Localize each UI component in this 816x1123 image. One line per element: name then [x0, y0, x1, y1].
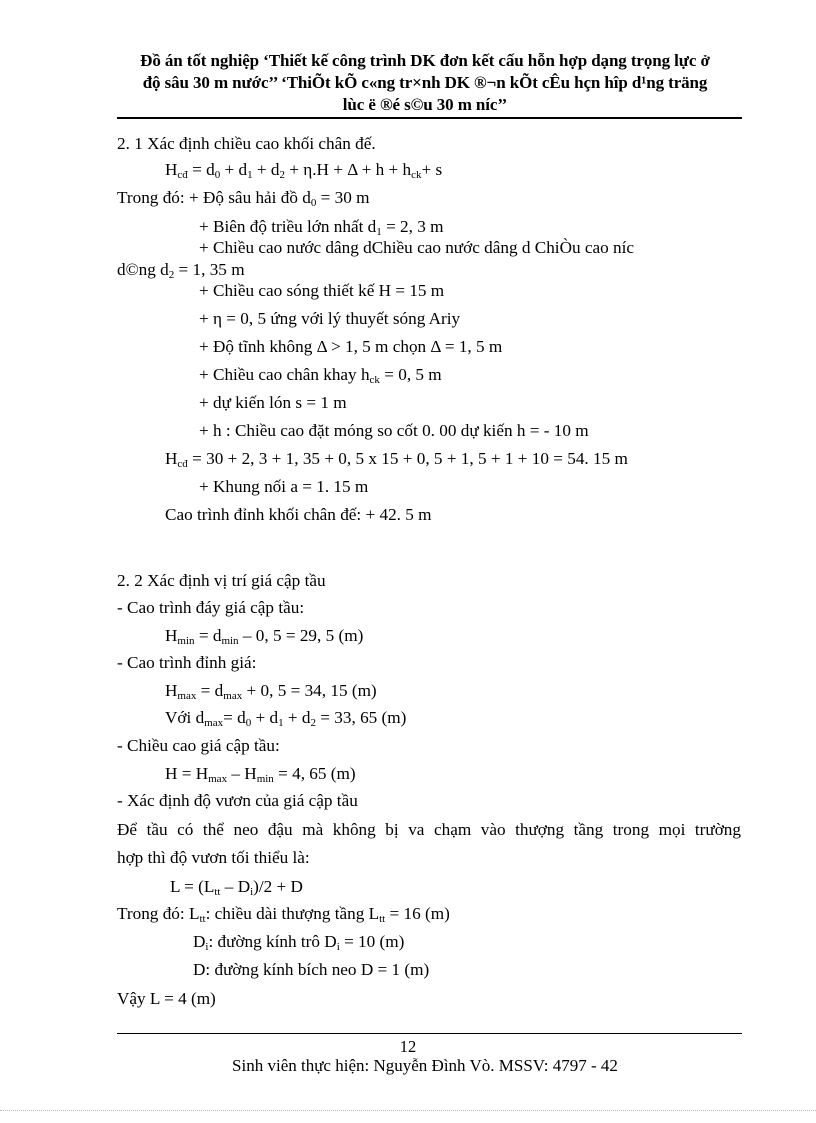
L-formula: $L = (L_{tt} - D_i)/2 + D$ — [170, 877, 303, 898]
nuoc-dang-value-line: d©ng $d_2 = 1$, 35 m — [117, 260, 245, 281]
tinh-khong-line: + Độ tĩnh không Δ > 1, 5 m chọn Δ = 1, 5 m — [199, 337, 503, 356]
cao-trinh-line: Cao trình đỉnh khối chân đế: + 42. 5 m — [165, 505, 432, 524]
header-line-1: Đồ án tốt nghiệp ‘Thiết kế công trình DK đơn kết cấu hỗn hợp dạng trọng lực ở — [140, 51, 710, 70]
trong-do-2-line: Trong đó: $L_{tt}$: chiều dài thượng tầng $L_{tt} = 16$ (m) — [117, 904, 450, 925]
eta-line: + η = 0, 5 ứng với lý thuyết sóng Ariy — [199, 309, 461, 328]
di-line: $D_i$: đường kính trô $D_i = 10$ (m) — [193, 932, 405, 953]
voi-line: Với $d_{max}= d_0 + d_1 + d_2 = 33$, 65 (m) — [165, 708, 407, 729]
day-gia-line: - Cao trình đáy giá cập tầu: — [117, 598, 305, 617]
header-line-3: lùc ë ®é s©u 30 m níc’’ — [342, 95, 508, 114]
vay-line: Vậy L = 4 (m) — [117, 989, 216, 1008]
bien-do-line: + Biên độ triều lớn nhất $d_1 = 2$, 3 m — [199, 217, 444, 238]
footer-student: Sinh viên thực hiện: Nguyễn Đình Vò. MSSV: 4797 - 42 — [232, 1056, 618, 1075]
d-line: D: đường kính bích neo D = 1 (m) — [193, 960, 430, 979]
footer-rule — [117, 1033, 742, 1034]
h-gia-line: $H = H_{max} - H_{min} = 4$, 65 (m) — [165, 764, 356, 785]
trong-do-line: Trong đó: + Độ sâu hải đồ $d_0 = 30$ m — [117, 188, 370, 209]
section-title-2-2: 2. 2 Xác định vị trí giá cập tầu — [117, 571, 326, 590]
formula-hcd: $H_{cđ} = d_0 + d_1 + d_2 + \eta.H + \Delta + h + h_{ck}+ s$ — [165, 160, 443, 181]
paragraph-line-2: hợp thì độ vươn tối thiểu là: — [117, 848, 310, 867]
chan-khay-line: + Chiều cao chân khay $h_{ck} = 0$, 5 m — [199, 365, 442, 386]
h-mong-line: + h : Chiều cao đặt móng so cốt 0. 00 dự kiến h = - 10 m — [199, 421, 589, 440]
khung-noi-line: + Khung nối a = 1. 15 m — [199, 477, 369, 496]
hmin-line: $H_{min} = d_{min} - 0$, 5 = 29, 5 (m) — [165, 626, 364, 647]
song-line: + Chiều cao sóng thiết kế H = 15 m — [199, 281, 445, 300]
header-rule — [117, 117, 742, 119]
hmax-line: $H_{max} = d_{max} + 0$, 5 = 34, 15 (m) — [165, 681, 377, 702]
nuoc-dang-line: + Chiều cao nước dâng dChiều cao nước dâng d ChiÒu cao níc — [199, 238, 635, 257]
page-number: 12 — [399, 1037, 417, 1056]
hcd-calc-line: $H_{cđ} = 30 + 2$, 3 + 1, 35 + 0, 5 x 15 + 0, 5 + 1, 5 + 1 + 10 = 54. 15 m — [165, 449, 628, 470]
page-bottom-dotted-line — [0, 1110, 816, 1111]
page-header — [110, 50, 740, 116]
section-title-2-1: 2. 1 Xác định chiều cao khối chân đế. — [117, 134, 376, 153]
paragraph-line-1: Để tầu có thể neo đậu mà không bị va chạm vào thượng tầng trong mọi trường — [117, 820, 741, 839]
dinh-gia-line: - Cao trình đỉnh giá: — [117, 653, 257, 672]
chieu-cao-gia-line: - Chiều cao giá cập tầu: — [117, 736, 280, 755]
do-vuon-line: - Xác định độ vươn của giá cập tầu — [117, 791, 358, 810]
header-line-2: độ sâu 30 m nước’’ ‘ThiÕt kÕ c«ng tr×nh DK ®¬n kÕt cÊu hçn hîp d¹ng träng — [142, 73, 708, 92]
du-kien-line: + dự kiến lón s = 1 m — [199, 393, 347, 412]
